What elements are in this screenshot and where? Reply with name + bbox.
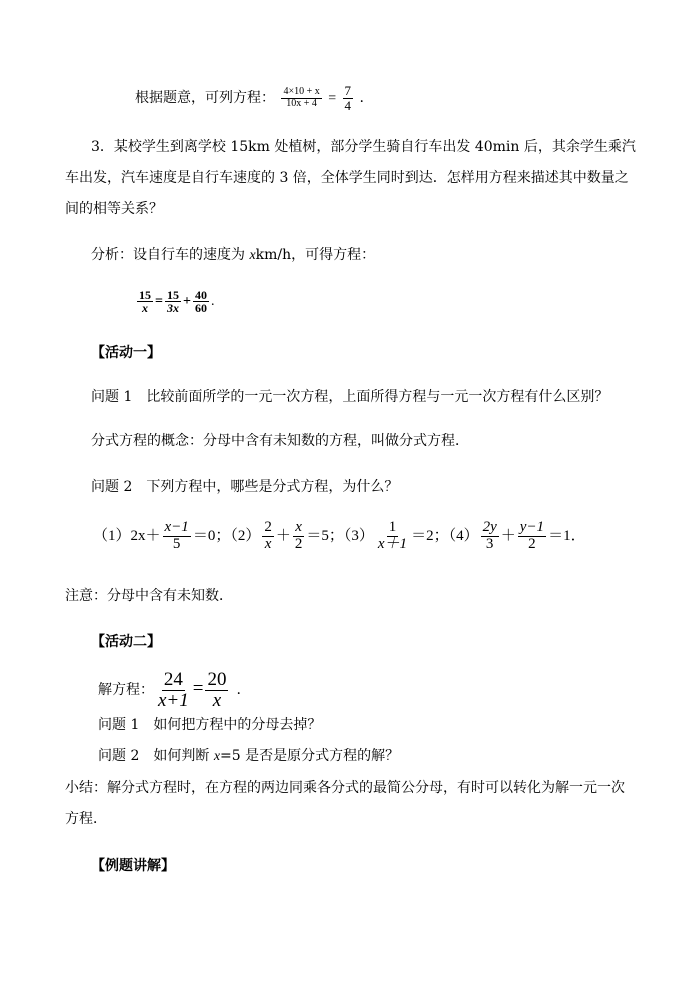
fraction-denominator: 2 xyxy=(528,536,536,553)
equals-sign: = xyxy=(192,678,204,699)
plus-sign: ＋ xyxy=(275,528,291,544)
analysis-text-a: 分析：设自行车的速度为 xyxy=(91,247,250,263)
fraction-numerator: 15 xyxy=(166,287,179,302)
fraction-numerator: 40 xyxy=(194,287,207,302)
problem-3-line-1: 3．某校学生到离学校 15km 处植树，部分学生骑自行车出发 40min 后，其余学生乘汽 xyxy=(91,139,636,155)
activity-1-question-2: 问题 2 下列方程中，哪些是分式方程，为什么？ xyxy=(91,479,399,495)
fraction-denominator: 4 xyxy=(344,97,352,113)
equals-sign: = xyxy=(328,91,337,107)
plus-sign: ＋ xyxy=(500,528,516,544)
plus-sign: + xyxy=(182,294,191,309)
problem-3-line-2: 车出发，汽车速度是自行车速度的 3 倍，全体学生同时到达．怎样用方程来描述其中数量之 xyxy=(65,170,629,186)
summary-line-2: 方程． xyxy=(65,811,107,827)
variable-x: x xyxy=(213,749,221,764)
fractional-equation-concept: 分式方程的概念：分母中含有未知数的方程，叫做分式方程． xyxy=(91,433,469,449)
fraction-y-minus-1-over-2 xyxy=(518,520,546,553)
fraction-denominator: 60 xyxy=(194,301,207,316)
fraction-15-over-x xyxy=(137,289,153,315)
fraction-numerator: 20 xyxy=(207,668,227,690)
bicycle-equation xyxy=(135,287,214,317)
question-2-text-a: 问题 2 如何判断 xyxy=(98,748,214,764)
item-1-suffix: ＝0； xyxy=(192,528,231,544)
fraction-denominator: x xyxy=(264,536,272,553)
item-4-label: （4） xyxy=(448,528,479,544)
fraction-x-over-2 xyxy=(293,520,305,553)
fraction-denominator: 3x xyxy=(166,301,179,316)
fraction-denominator: x xyxy=(212,689,222,711)
fraction-numerator: x−1 xyxy=(164,519,189,536)
activity-2-question-1: 问题 1 如何把方程中的分母去掉？ xyxy=(98,717,322,733)
fraction-numerator: 24 xyxy=(163,668,183,690)
period: . xyxy=(210,294,215,309)
fraction-denominator: x+1 xyxy=(158,689,189,711)
fraction-2y-over-3 xyxy=(481,520,499,553)
equals-sign: = xyxy=(155,294,163,309)
item-2-label: （2） xyxy=(230,528,261,544)
solve-equation-line xyxy=(98,667,241,712)
activity-2-question-2 xyxy=(98,746,399,767)
analysis-line xyxy=(91,245,375,266)
equation-lead-text: 根据题意，可列方程： xyxy=(135,90,275,107)
item-3-label: （3） xyxy=(343,528,374,544)
question-2-text-b: =5 是否是原分式方程的解？ xyxy=(220,748,400,764)
fraction-numerator: 15 xyxy=(139,287,151,302)
fraction-denominator: 2 xyxy=(294,536,303,553)
equation-list xyxy=(93,514,586,558)
solve-lead-text: 解方程： xyxy=(98,682,154,698)
activity-1-title: 【活动一】 xyxy=(91,345,161,361)
item-2-suffix: ＝5； xyxy=(306,528,344,544)
activity-1-question-1: 问题 1 比较前面所学的一元一次方程，上面所得方程与一元一次方程有什么区别？ xyxy=(91,389,609,405)
fraction-denominator: 3 xyxy=(485,536,494,553)
fraction-numerator: 1 xyxy=(388,519,397,536)
item-3-suffix: ＝2； xyxy=(411,528,449,544)
fraction-numerator: x xyxy=(295,519,302,536)
fraction-numerator: 2y xyxy=(482,519,497,536)
fraction-denominator: 5 xyxy=(172,536,181,553)
summary-line-1: 小结：解分式方程时，在方程的两边同乘各分式的最简公分母，有时可以转化为解一元一次 xyxy=(65,780,625,796)
fraction-numerator: y−1 xyxy=(519,519,545,536)
fraction-numerator: 7 xyxy=(344,83,352,98)
fraction-x-minus-1-over-5 xyxy=(163,520,191,553)
fraction-1-over-x-plus-1 xyxy=(376,520,409,553)
fraction-numerator: 4×10 + x xyxy=(283,86,320,98)
problem-3-line-3: 间的相等关系？ xyxy=(65,201,163,217)
note-line: 注意：分母中含有未知数． xyxy=(65,588,233,604)
variable-x: x xyxy=(249,248,256,263)
item-4-suffix: ＝1． xyxy=(548,528,586,544)
item-1-label: （1） xyxy=(93,528,131,544)
analysis-text-b: km/h，可得方程： xyxy=(255,247,376,263)
fraction-numerator: 2 xyxy=(264,519,272,536)
equation-line-1 xyxy=(135,84,364,112)
item-1-prefix: 2x＋ xyxy=(130,528,161,544)
fraction-7-over-4 xyxy=(343,84,354,112)
examples-title: 【例题讲解】 xyxy=(91,858,175,874)
activity-2-title: 【活动二】 xyxy=(91,634,161,650)
period: . xyxy=(359,90,364,107)
fraction-40-over-60 xyxy=(193,289,209,315)
fraction-15-over-3x xyxy=(165,289,181,315)
fraction-denominator: x xyxy=(142,301,148,316)
period: . xyxy=(236,682,241,698)
fraction-denominator: x＋1 xyxy=(377,536,408,553)
fraction-24-over-x-plus-1 xyxy=(156,670,191,711)
fraction-denominator: 10x + 4 xyxy=(286,97,317,109)
fraction-20-over-x xyxy=(205,670,228,711)
fraction-2-over-x xyxy=(262,520,274,553)
fraction-4x10-plus-x xyxy=(281,87,321,109)
